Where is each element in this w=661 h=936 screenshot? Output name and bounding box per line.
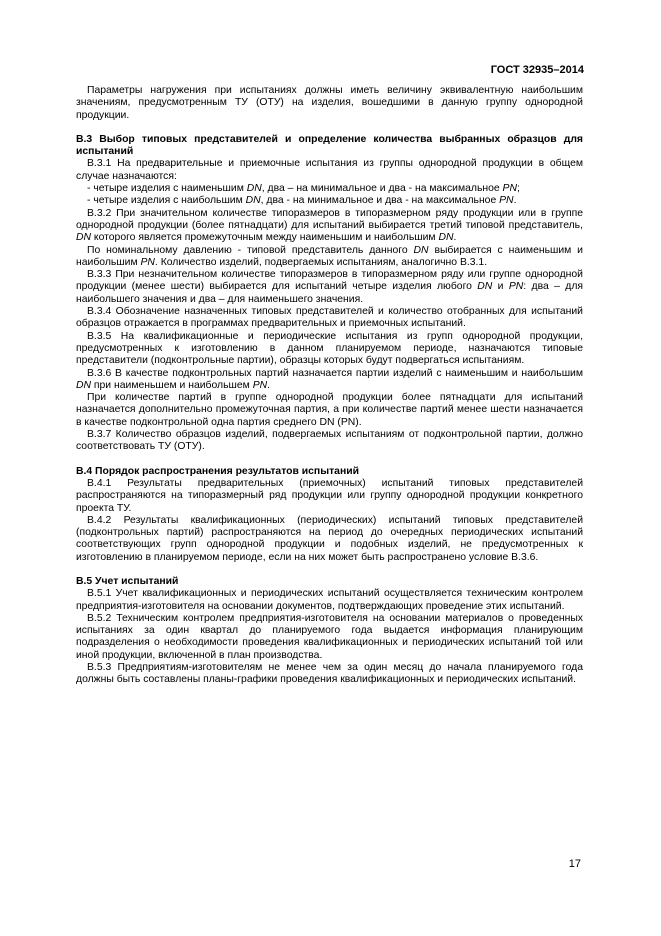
paragraph: В.3.5 На квалификационные и периодические испытания из групп однородной продукции, предусмотренных к изготовлению в данном планируемом периоде, назначаются типовые представители (подконтрольные партии), образцы которых будут подвергаться испытаниям. bbox=[76, 330, 583, 367]
paragraph: В.4.1 Результаты предварительных (приемочных) испытаний типовых представителей распространяются на типоразмерный ряд продукции или группу однородной продукции конкретного проекта ТУ. bbox=[76, 477, 583, 514]
document-body bbox=[76, 85, 583, 687]
paragraph: В.3.1 На предварительные и приемочные испытания из группы однородной продукции в общем случае назначаются: bbox=[76, 158, 583, 182]
paragraph: В.5.1 Учет квалификационных и периодических испытаний осуществляется техническим контролем предприятия-изготовителя на основании документов, подтверждающих проведение этих испытаний. bbox=[76, 588, 583, 612]
paragraph: При количестве партий в группе однородной продукции более пятнадцати для испытаний назначается дополнительно промежуточная партия, а при количестве партий менее шести назначается в качестве подконтрольной одна партия среднего DN (PN). bbox=[76, 392, 583, 428]
section-gap bbox=[76, 564, 583, 576]
paragraph: - четыре изделия с наименьшим DN, два – на минимальное и два - на максимальное PN; bbox=[87, 183, 520, 195]
section-heading: В.3 Выбор типовых представителей и определение количества выбранных образцов для испытаний bbox=[76, 133, 583, 158]
section-gap bbox=[76, 454, 583, 466]
paragraph: В.3.3 При незначительном количестве типоразмеров в типоразмерном ряду или группе однородной продукции (менее шести) выбирается для испытаний четыре изделия любого DN и PN: два – для наибольшего значения и два – для наименьшего значения. bbox=[76, 269, 584, 305]
paragraph: В.5.2 Техническим контролем предприятия-изготовителя на основании материалов о проведенных испытаниях за один квартал до планируемого года выдается информация планирующим подразделения о необходимости проведения квалификационных и периодических испытаний той или иной продукции, включенной в план производства. bbox=[76, 612, 583, 661]
paragraph: В.3.7 Количество образцов изделий, подвергаемых испытаниям от подконтрольной партии, должно соответствовать ТУ (ОТУ). bbox=[76, 429, 583, 453]
document-id-header: ГОСТ 32935–2014 bbox=[490, 64, 584, 76]
page-number: 17 bbox=[568, 858, 581, 870]
paragraph: - четыре изделия с наибольшим DN, два - на минимальное и два - на максимальное PN. bbox=[87, 195, 517, 207]
section-heading: В.5 Учет испытаний bbox=[76, 575, 179, 587]
paragraph: В.3.4 Обозначение назначенных типовых представителей и количество отобранных для испытаний образцов отражается в программах предварительных и приемочных испытаний. bbox=[76, 306, 583, 330]
paragraph: В.3.2 При значительном количестве типоразмеров в типоразмерном ряду продукции или в группе однородной продукции (более пятнадцати) для испытаний выбирается третий типовой представитель, DN которого является промежуточным между наименьшим и наибольшим DN. bbox=[76, 207, 583, 244]
paragraph: Параметры нагружения при испытаниях должны иметь величину эквивалентную наибольшим значениям, предусмотренным ТУ (ОТУ) на изделия, вошедшими в данную группу однородной продукции. bbox=[76, 85, 583, 121]
section-heading: В.4 Порядок распространения результатов испытаний bbox=[76, 465, 359, 477]
paragraph: В.4.2 Результаты квалификационных (периодических) испытаний типовых представителей (подконтрольных партий) распространяются на период до очередных периодических испытаний соответствующих групп однородной продукции и подобных изделий, не предусмотренных к изготовлению в планируемом периоде, если на них может быть распространено условие В.3.6. bbox=[76, 514, 583, 563]
paragraph: По номинальному давлению - типовой представитель данного DN выбирается с наименьшим и наибольшим PN. Количество изделий, подвергаемых испытаниям, аналогично В.3.1. bbox=[76, 244, 583, 268]
section-gap bbox=[76, 122, 583, 134]
paragraph: В.5.3 Предприятиям-изготовителям не менее чем за один месяц до начала планируемого года должны быть составлены планы-графики проведения квалификационных и периодических испытаний. bbox=[76, 662, 583, 686]
paragraph: В.3.6 В качестве подконтрольных партий назначается партии изделий с наименьшим и наибольшим DN при наименьшем и наибольшем PN. bbox=[76, 367, 583, 391]
